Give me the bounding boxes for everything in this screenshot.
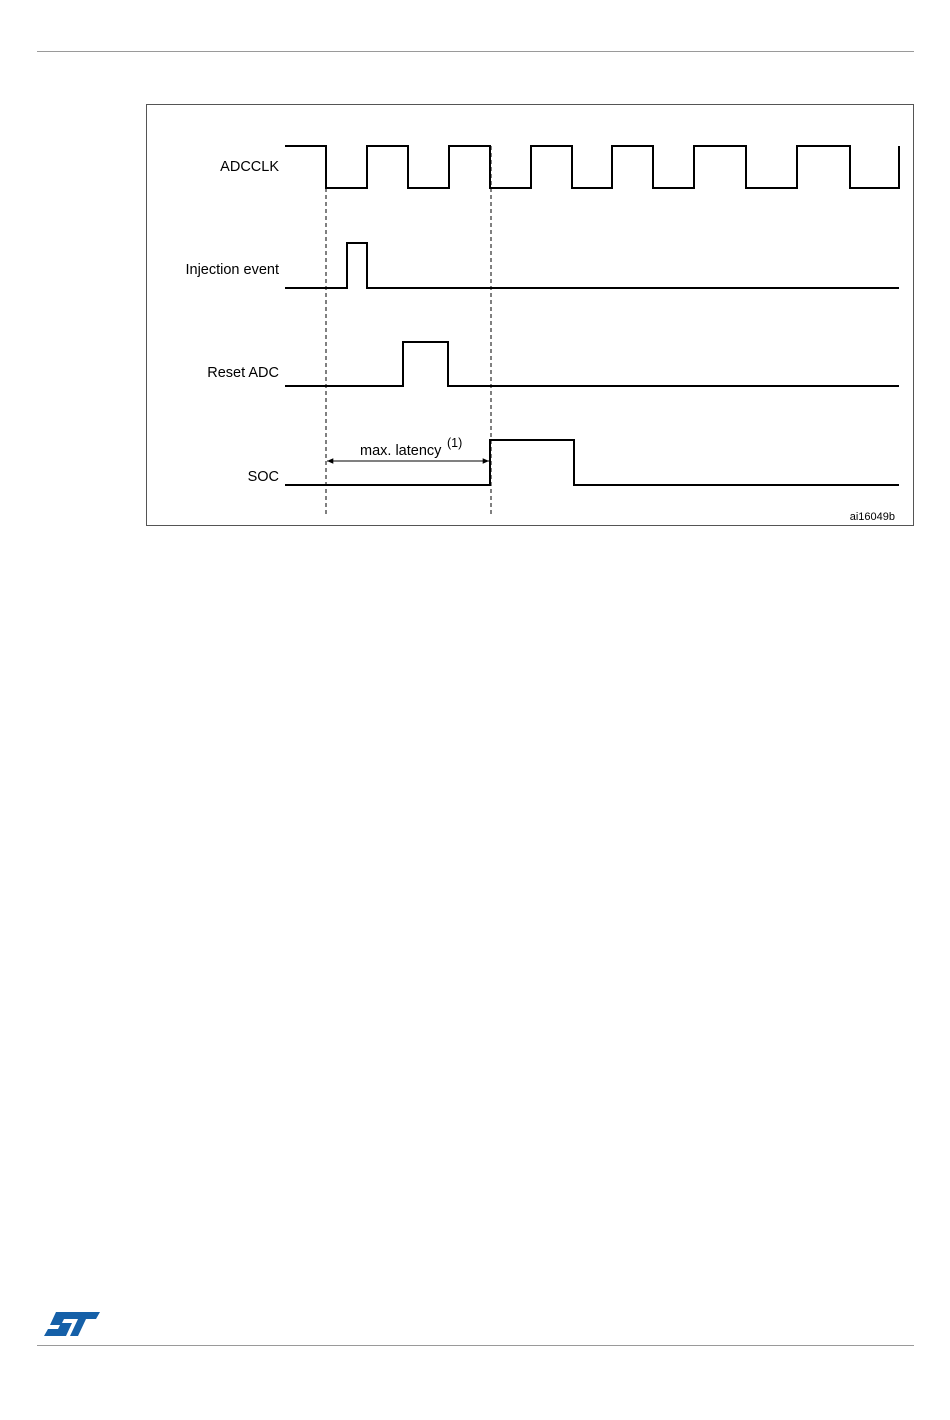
max-latency-label: max. latency bbox=[360, 443, 442, 459]
figure-id: ai16049b bbox=[849, 511, 895, 523]
st-logo-icon bbox=[42, 1310, 102, 1338]
footer-rule bbox=[37, 1345, 914, 1346]
reset-adc-waveform bbox=[285, 342, 899, 386]
adcclk-label: ADCCLK bbox=[220, 159, 279, 175]
soc-label: SOC bbox=[247, 469, 279, 485]
max-latency-note: (1) bbox=[447, 436, 463, 450]
adcclk-waveform bbox=[285, 146, 899, 188]
injection-event-waveform bbox=[285, 243, 899, 288]
timing-diagram bbox=[0, 0, 950, 560]
reset-adc-label: Reset ADC bbox=[207, 365, 279, 381]
injection-event-label: Injection event bbox=[185, 262, 279, 278]
